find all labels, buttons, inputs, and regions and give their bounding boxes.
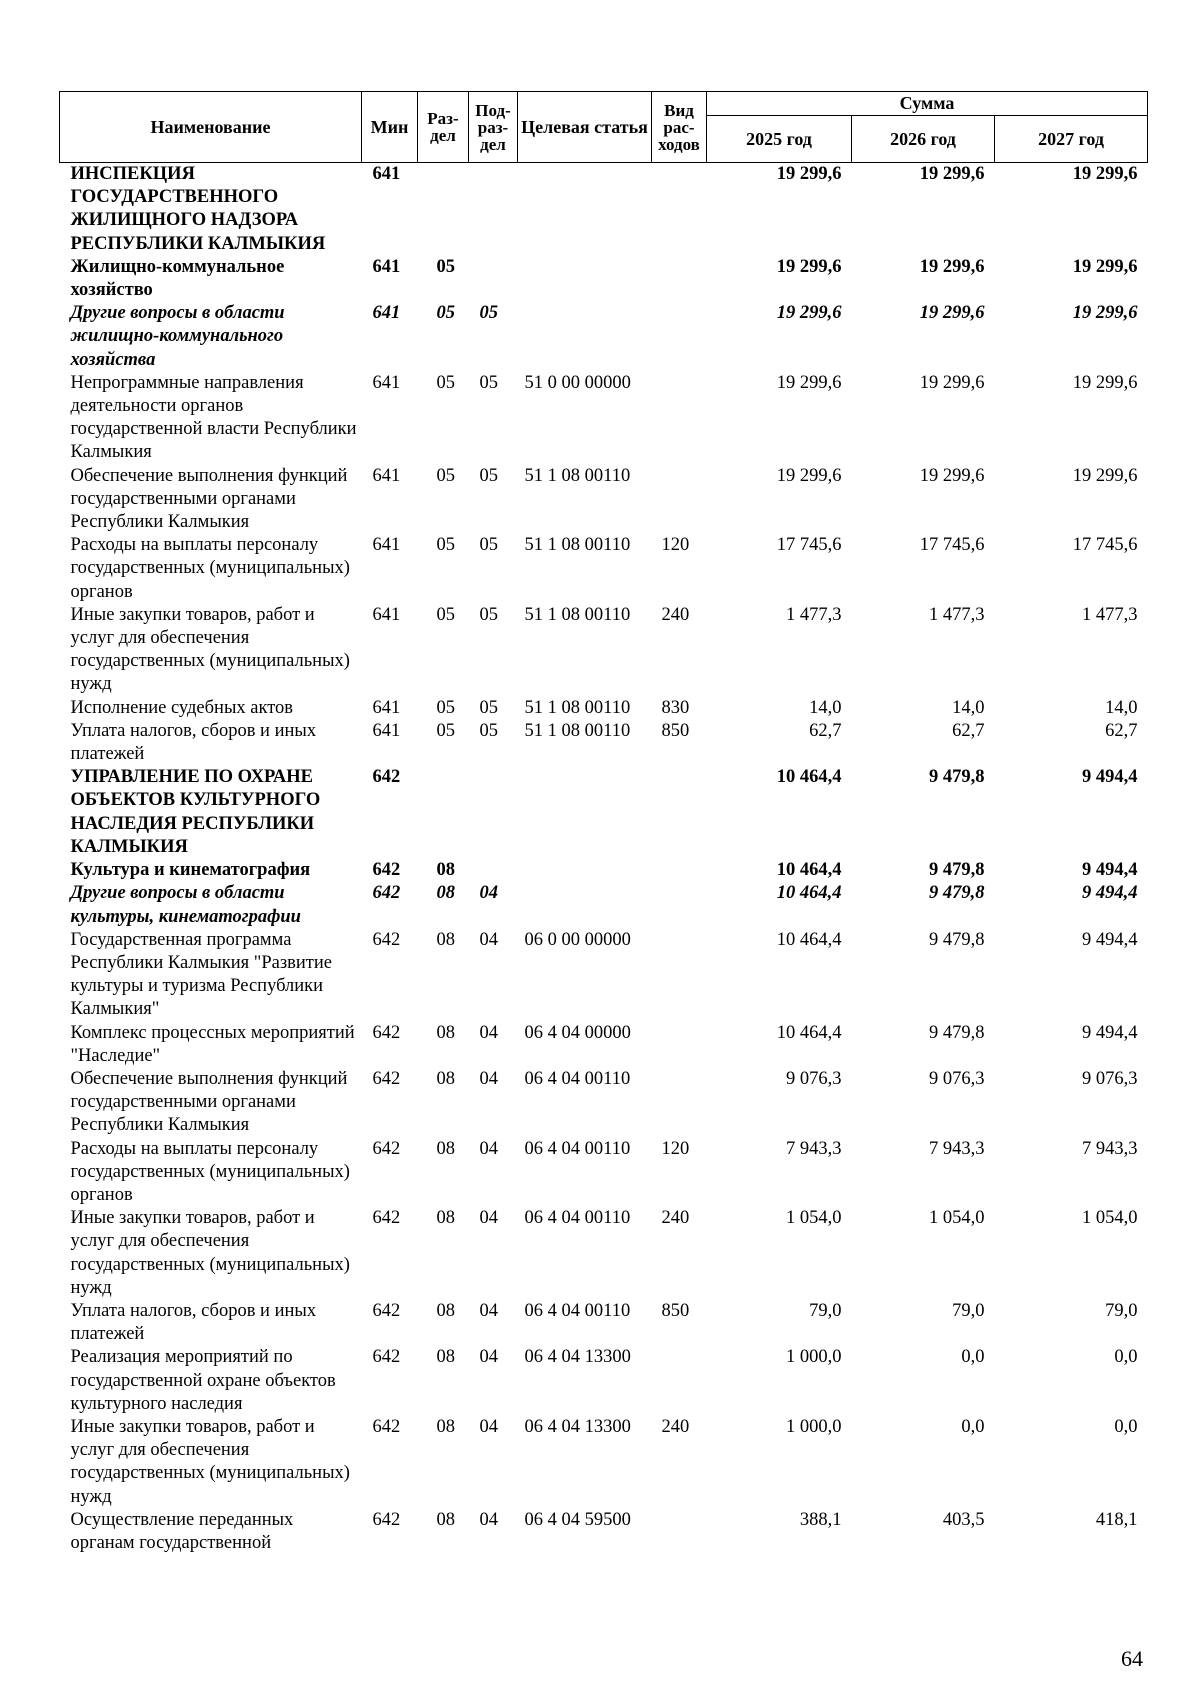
cell-target: 06 4 04 00110 xyxy=(524,1208,631,1229)
cell-2025: 79,0 xyxy=(809,1300,842,1321)
cell-target: 51 1 08 00110 xyxy=(524,465,631,486)
cell-name: Жилищно-коммунальное хозяйство xyxy=(70,256,285,301)
cell-vid: 240 xyxy=(661,1416,690,1437)
cell-vid xyxy=(652,1346,707,1416)
cell-target: 51 1 08 00110 xyxy=(524,535,631,556)
cell-razdel: 08 xyxy=(436,1416,455,1437)
cell-name: Расходы на выплаты персоналу государственных (муниципальных) органов xyxy=(70,1138,350,1205)
cell-podrazdel: 04 xyxy=(479,883,498,904)
cell-min: 642 xyxy=(372,1347,401,1368)
cell-2026: 19 299,6 xyxy=(919,303,985,324)
cell-2027: 17 745,6 xyxy=(1072,535,1138,556)
cell-vid xyxy=(652,465,707,535)
cell-2025: 17 745,6 xyxy=(776,535,842,556)
cell-name: Иные закупки товаров, работ и услуг для обеспечения государственных (муниципальных) нужд xyxy=(70,1208,350,1298)
cell-target: 06 4 04 13300 xyxy=(524,1416,631,1437)
cell-vid xyxy=(652,1022,707,1068)
cell-podrazdel xyxy=(469,256,518,302)
cell-min: 641 xyxy=(372,604,401,625)
cell-name: Комплекс процессных мероприятий "Наследие" xyxy=(70,1022,355,1066)
cell-razdel: 08 xyxy=(436,1509,455,1530)
page-number: 64 xyxy=(1121,1646,1143,1671)
cell-min: 642 xyxy=(372,767,401,788)
cell-vid xyxy=(652,163,707,256)
table-body xyxy=(60,163,1148,1556)
cell-2025: 14,0 xyxy=(809,697,842,718)
cell-target: 06 0 00 00000 xyxy=(524,929,631,950)
cell-name: Осуществление переданных органам государственной xyxy=(70,1509,294,1553)
cell-2025: 19 299,6 xyxy=(776,164,842,184)
cell-2025: 1 054,0 xyxy=(786,1208,842,1229)
cell-2027: 9 494,4 xyxy=(1082,1022,1138,1043)
cell-vid xyxy=(652,256,707,302)
cell-target xyxy=(518,163,652,256)
cell-podrazdel: 04 xyxy=(479,1208,498,1229)
cell-razdel: 08 xyxy=(436,1347,455,1368)
cell-2027: 9 494,4 xyxy=(1082,860,1138,881)
cell-2027: 19 299,6 xyxy=(1072,372,1138,393)
cell-vid: 830 xyxy=(661,697,690,718)
cell-vid xyxy=(652,1509,707,1555)
cell-2027: 418,1 xyxy=(1095,1509,1138,1530)
cell-vid xyxy=(652,929,707,1022)
cell-min: 641 xyxy=(372,164,401,184)
cell-min: 642 xyxy=(372,1138,401,1159)
cell-2027: 79,0 xyxy=(1105,1300,1138,1321)
cell-2025: 10 464,4 xyxy=(776,860,842,881)
cell-2026: 79,0 xyxy=(952,1300,985,1321)
cell-razdel: 05 xyxy=(436,303,455,324)
cell-razdel: 05 xyxy=(436,697,455,718)
cell-2026: 0,0 xyxy=(961,1347,985,1368)
cell-2026: 1 477,3 xyxy=(929,604,985,625)
cell-vid xyxy=(652,859,707,882)
cell-2025: 19 299,6 xyxy=(776,465,842,486)
cell-razdel: 05 xyxy=(436,604,455,625)
cell-2027: 0,0 xyxy=(1114,1416,1138,1437)
cell-name: Иные закупки товаров, работ и услуг для обеспечения государственных (муниципальных) нужд xyxy=(70,604,350,695)
cell-2027: 62,7 xyxy=(1105,720,1138,741)
cell-podrazdel: 05 xyxy=(479,303,498,324)
cell-2026: 1 054,0 xyxy=(929,1208,985,1229)
cell-razdel: 05 xyxy=(436,256,455,277)
cell-razdel: 08 xyxy=(436,1022,455,1043)
cell-2027: 9 494,4 xyxy=(1082,883,1138,904)
cell-razdel: 08 xyxy=(436,1068,455,1089)
cell-razdel: 08 xyxy=(436,883,455,904)
cell-2025: 388,1 xyxy=(799,1509,842,1530)
table-row xyxy=(60,697,1148,720)
cell-min: 642 xyxy=(372,1208,401,1229)
cell-vid xyxy=(652,766,707,859)
cell-2026: 9 479,8 xyxy=(929,860,985,881)
cell-razdel: 05 xyxy=(436,372,455,393)
cell-name: Иные закупки товаров, работ и услуг для обеспечения государственных (муниципальных) нужд xyxy=(70,1416,350,1507)
cell-2027: 19 299,6 xyxy=(1072,465,1138,486)
cell-2026: 19 299,6 xyxy=(919,465,985,486)
cell-2026: 9 479,8 xyxy=(929,883,985,904)
cell-2027: 0,0 xyxy=(1114,1347,1138,1368)
cell-min: 642 xyxy=(372,860,401,881)
cell-target: 06 4 04 13300 xyxy=(524,1347,631,1368)
table-row xyxy=(60,929,1148,1022)
cell-target: 06 4 04 00110 xyxy=(524,1138,631,1159)
cell-min: 642 xyxy=(372,1416,401,1437)
cell-name: Уплата налогов, сборов и иных платежей xyxy=(70,1300,317,1345)
cell-podrazdel: 04 xyxy=(479,929,498,950)
cell-podrazdel xyxy=(469,163,518,256)
cell-podrazdel: 05 xyxy=(479,697,498,718)
cell-podrazdel xyxy=(469,766,518,859)
cell-2025: 10 464,4 xyxy=(776,1022,842,1043)
cell-vid: 120 xyxy=(661,535,690,556)
table-row xyxy=(60,302,1148,372)
table-row xyxy=(60,882,1148,928)
cell-name: Другие вопросы в области жилищно-коммунального хозяйства xyxy=(70,303,285,370)
cell-name: Непрограммные направления деятельности органов государственной власти Республики Калмыкия xyxy=(70,372,357,463)
header-podrazdel: Под-раз-дел xyxy=(469,92,518,163)
table-row xyxy=(60,1416,1148,1509)
cell-2025: 9 076,3 xyxy=(786,1068,842,1089)
cell-2027: 19 299,6 xyxy=(1072,256,1138,277)
cell-razdel: 08 xyxy=(436,1138,455,1159)
table-row xyxy=(60,163,1148,256)
cell-name: Исполнение судебных актов xyxy=(70,697,294,718)
table-row xyxy=(60,1068,1148,1138)
cell-2025: 62,7 xyxy=(809,720,842,741)
table-row xyxy=(60,1300,1148,1346)
cell-razdel: 08 xyxy=(436,1208,455,1229)
table-row xyxy=(60,256,1148,302)
cell-podrazdel xyxy=(469,859,518,882)
cell-2025: 19 299,6 xyxy=(776,303,842,324)
cell-vid: 850 xyxy=(661,1300,690,1321)
table-header xyxy=(60,92,1148,163)
cell-vid xyxy=(652,372,707,465)
cell-podrazdel: 05 xyxy=(479,720,498,741)
cell-min: 641 xyxy=(372,720,401,741)
cell-2026: 7 943,3 xyxy=(929,1138,985,1159)
table-row xyxy=(60,372,1148,465)
header-year-2026: 2026 год xyxy=(852,116,995,163)
cell-min: 642 xyxy=(372,1022,401,1043)
table-row xyxy=(60,720,1148,766)
cell-2026: 9 076,3 xyxy=(929,1068,985,1089)
cell-target: 06 4 04 00000 xyxy=(524,1022,631,1043)
cell-2027: 7 943,3 xyxy=(1082,1138,1138,1159)
cell-2027: 9 494,4 xyxy=(1082,767,1138,788)
cell-min: 641 xyxy=(372,256,401,277)
cell-min: 642 xyxy=(372,883,401,904)
header-year-2025: 2025 год xyxy=(707,116,852,163)
table-row xyxy=(60,1138,1148,1208)
cell-2025: 10 464,4 xyxy=(776,883,842,904)
cell-vid: 850 xyxy=(661,720,690,741)
cell-vid xyxy=(652,882,707,928)
cell-razdel: 05 xyxy=(436,535,455,556)
cell-name: Обеспечение выполнения функций государственными органами Республики Калмыкия xyxy=(70,465,348,533)
cell-target: 06 4 04 59500 xyxy=(524,1509,631,1530)
cell-podrazdel: 04 xyxy=(479,1509,498,1530)
cell-podrazdel: 04 xyxy=(479,1300,498,1321)
cell-name: Расходы на выплаты персоналу государственных (муниципальных) органов xyxy=(70,535,350,602)
cell-name: ИНСПЕКЦИЯ ГОСУДАРСТВЕННОГО ЖИЛИЩНОГО НАДЗОРА РЕСПУБЛИКИ КАЛМЫКИЯ xyxy=(70,164,326,254)
table-row xyxy=(60,1509,1148,1555)
cell-2026: 19 299,6 xyxy=(919,372,985,393)
cell-2025: 1 000,0 xyxy=(786,1416,842,1437)
cell-min: 642 xyxy=(372,1509,401,1530)
cell-2026: 17 745,6 xyxy=(919,535,985,556)
header-year-2027: 2027 год xyxy=(995,116,1148,163)
cell-2026: 0,0 xyxy=(961,1416,985,1437)
cell-2027: 9 076,3 xyxy=(1082,1068,1138,1089)
table-row xyxy=(60,604,1148,697)
cell-min: 641 xyxy=(372,465,401,486)
cell-min: 642 xyxy=(372,1068,401,1089)
cell-razdel: 08 xyxy=(436,1300,455,1321)
cell-podrazdel: 04 xyxy=(479,1022,498,1043)
cell-2026: 19 299,6 xyxy=(919,256,985,277)
header-min: Мин xyxy=(362,92,418,163)
header-target: Целевая статья xyxy=(518,92,652,163)
cell-target xyxy=(518,859,652,882)
cell-2026: 62,7 xyxy=(952,720,985,741)
header-razdel: Раз-дел xyxy=(418,92,469,163)
cell-2025: 10 464,4 xyxy=(776,767,842,788)
cell-2026: 9 479,8 xyxy=(929,767,985,788)
cell-name: Культура и кинематография xyxy=(70,860,311,881)
cell-name: Другие вопросы в области культуры, кинематографии xyxy=(70,883,301,927)
cell-vid: 240 xyxy=(661,604,690,625)
cell-target: 51 1 08 00110 xyxy=(524,697,631,718)
cell-razdel xyxy=(418,163,469,256)
cell-vid xyxy=(652,302,707,372)
cell-razdel: 05 xyxy=(436,465,455,486)
cell-vid xyxy=(652,1068,707,1138)
cell-2027: 14,0 xyxy=(1105,697,1138,718)
cell-razdel xyxy=(418,766,469,859)
cell-min: 641 xyxy=(372,535,401,556)
cell-target: 51 1 08 00110 xyxy=(524,604,631,625)
cell-2026: 19 299,6 xyxy=(919,164,985,184)
table-row xyxy=(60,1207,1148,1300)
cell-podrazdel: 04 xyxy=(479,1416,498,1437)
cell-name: Обеспечение выполнения функций государственными органами Республики Калмыкия xyxy=(70,1068,348,1136)
cell-2027: 9 494,4 xyxy=(1082,929,1138,950)
cell-min: 641 xyxy=(372,303,401,324)
header-summa: Сумма xyxy=(707,92,1148,116)
cell-2027: 19 299,6 xyxy=(1072,303,1138,324)
cell-2025: 7 943,3 xyxy=(786,1138,842,1159)
cell-target: 51 1 08 00110 xyxy=(524,720,631,741)
cell-target xyxy=(518,256,652,302)
cell-podrazdel: 04 xyxy=(479,1138,498,1159)
cell-name: Уплата налогов, сборов и иных платежей xyxy=(70,720,317,765)
cell-target: 06 4 04 00110 xyxy=(524,1068,631,1089)
table-row xyxy=(60,1022,1148,1068)
cell-2026: 403,5 xyxy=(942,1509,985,1530)
table-row xyxy=(60,766,1148,859)
cell-podrazdel: 05 xyxy=(479,535,498,556)
table-row xyxy=(60,859,1148,882)
header-name: Наименование xyxy=(60,92,362,163)
cell-2025: 1 000,0 xyxy=(786,1347,842,1368)
cell-2026: 9 479,8 xyxy=(929,929,985,950)
cell-2025: 19 299,6 xyxy=(776,256,842,277)
cell-min: 641 xyxy=(372,372,401,393)
cell-2027: 1 054,0 xyxy=(1082,1208,1138,1229)
cell-vid: 120 xyxy=(661,1138,690,1159)
cell-name: Реализация мероприятий по государственной охране объектов культурного наследия xyxy=(70,1347,336,1414)
table-row xyxy=(60,534,1148,604)
budget-table xyxy=(59,91,1148,1555)
cell-razdel: 05 xyxy=(436,720,455,741)
cell-razdel: 08 xyxy=(436,860,455,881)
table-row xyxy=(60,1346,1148,1416)
cell-target xyxy=(518,766,652,859)
cell-2025: 19 299,6 xyxy=(776,372,842,393)
cell-target xyxy=(518,302,652,372)
cell-min: 642 xyxy=(372,1300,401,1321)
cell-2025: 10 464,4 xyxy=(776,929,842,950)
cell-min: 642 xyxy=(372,929,401,950)
cell-2026: 9 479,8 xyxy=(929,1022,985,1043)
cell-target: 51 0 00 00000 xyxy=(524,372,631,393)
cell-target xyxy=(518,882,652,928)
cell-podrazdel: 04 xyxy=(479,1347,498,1368)
header-vid: Вид рас-ходов xyxy=(652,92,707,163)
cell-podrazdel: 05 xyxy=(479,604,498,625)
cell-podrazdel: 05 xyxy=(479,372,498,393)
cell-target: 06 4 04 00110 xyxy=(524,1300,631,1321)
cell-2025: 1 477,3 xyxy=(786,604,842,625)
cell-podrazdel: 04 xyxy=(479,1068,498,1089)
cell-min: 641 xyxy=(372,697,401,718)
cell-2027: 19 299,6 xyxy=(1072,164,1138,184)
cell-2027: 1 477,3 xyxy=(1082,604,1138,625)
cell-name: Государственная программа Республики Калмыкия "Развитие культуры и туризма Республики Калмыкия" xyxy=(70,929,332,1020)
table-row xyxy=(60,465,1148,535)
cell-podrazdel: 05 xyxy=(479,465,498,486)
cell-razdel: 08 xyxy=(436,929,455,950)
cell-name: УПРАВЛЕНИЕ ПО ОХРАНЕ ОБЪЕКТОВ КУЛЬТУРНОГО НАСЛЕДИЯ РЕСПУБЛИКИ КАЛМЫКИЯ xyxy=(70,767,321,857)
cell-vid: 240 xyxy=(661,1208,690,1229)
cell-2026: 14,0 xyxy=(952,697,985,718)
